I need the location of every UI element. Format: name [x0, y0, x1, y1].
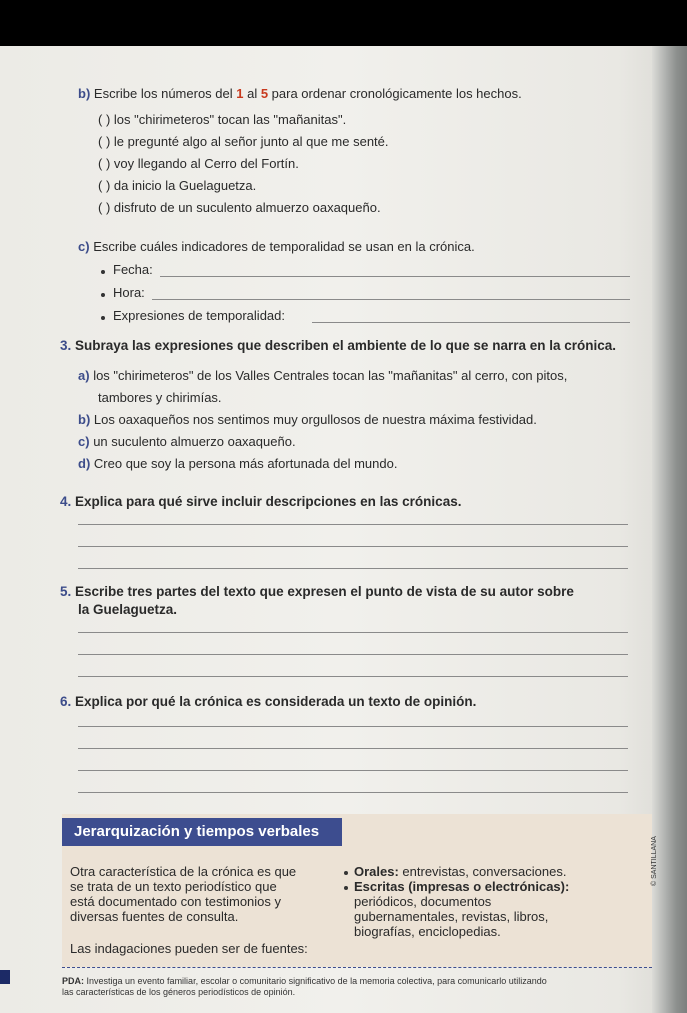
question-3: 3. Subraya las expresiones que describen el ambiente de lo que se narra en la crónica.: [60, 338, 617, 353]
answer-line[interactable]: [78, 546, 628, 547]
escritas-line: biografías, enciclopedias.: [354, 924, 501, 939]
escritas-line: periódicos, documentos: [354, 894, 492, 909]
expresiones-label: Expresiones de temporalidad:: [113, 308, 285, 323]
order-item: ( ) le pregunté algo al señor junto al que me senté.: [98, 134, 389, 149]
question-6: 6. Explica por qué la crónica es considerada un texto de opinión.: [60, 694, 477, 709]
answer-line[interactable]: [78, 632, 628, 633]
bullet: [101, 293, 105, 297]
box-text-line: está documentado con testimonios y: [70, 894, 282, 909]
fecha-answer-line[interactable]: [160, 276, 630, 277]
page-number-tab: [0, 970, 10, 984]
order-item: ( ) disfruto de un suculento almuerzo oaxaqueño.: [98, 200, 381, 215]
textbook-page: [0, 46, 687, 1013]
option-a[interactable]: a) los "chirimeteros" de los Valles Centrales tocan las "mañanitas" al cerro, con pitos,: [78, 368, 568, 383]
question-5: 5. Escribe tres partes del texto que expresen el punto de vista de su autor sobre: [60, 584, 574, 599]
expresiones-answer-line[interactable]: [312, 322, 630, 323]
bullet: [344, 871, 348, 875]
hora-answer-line[interactable]: [152, 299, 630, 300]
box-text-line: Las indagaciones pueden ser de fuentes:: [70, 941, 308, 956]
answer-line[interactable]: [78, 726, 628, 727]
answer-line[interactable]: [78, 676, 628, 677]
copyright-credit: © SANTILLANA: [651, 836, 658, 886]
bullet: [101, 316, 105, 320]
answer-line[interactable]: [78, 792, 628, 793]
escritas-item: Escritas (impresas o electrónicas):: [354, 879, 570, 894]
order-item: ( ) voy llegando al Cerro del Fortín.: [98, 156, 299, 171]
escritas-line: gubernamentales, revistas, libros,: [354, 909, 549, 924]
order-item: ( ) da inicio la Guelaguetza.: [98, 178, 257, 193]
option-b[interactable]: b) Los oaxaqueños nos sentimos muy orgullosos de nuestra máxima festividad.: [78, 412, 537, 427]
hora-label: Hora:: [113, 285, 145, 300]
pda-note-line2: las características de los géneros periodísticos de opinión.: [62, 987, 296, 997]
pda-note: PDA: Investiga un evento familiar, escolar o comunitario significativo de la memoria colectiva, para comunicarlo utilizando: [62, 976, 547, 986]
box-text-line: Otra característica de la crónica es que: [70, 864, 297, 879]
box-text-line: se trata de un texto periodístico que: [70, 879, 277, 894]
section-c-instruction: c) Escribe cuáles indicadores de temporalidad se usan en la crónica.: [78, 239, 475, 254]
section-b-instruction: b) Escribe los números del 1 al 5 para ordenar cronológicamente los hechos.: [78, 86, 522, 101]
question-4: 4. Explica para qué sirve incluir descripciones en las crónicas.: [60, 494, 462, 509]
fecha-label: Fecha:: [113, 262, 153, 277]
option-d[interactable]: d) Creo que soy la persona más afortunada del mundo.: [78, 456, 398, 471]
question-5-line2: la Guelaguetza.: [78, 602, 178, 617]
answer-line[interactable]: [78, 568, 628, 569]
box-bottom-border: [62, 967, 652, 968]
answer-line[interactable]: [78, 770, 628, 771]
bullet: [101, 270, 105, 274]
answer-line[interactable]: [78, 654, 628, 655]
box-text-line: diversas fuentes de consulta.: [70, 909, 239, 924]
info-box-title: Jerarquización y tiempos verbales: [62, 818, 342, 846]
bullet: [344, 886, 348, 890]
order-item: ( ) los "chirimeteros" tocan las "mañanitas".: [98, 112, 347, 127]
option-a-line2[interactable]: tambores y chirimías.: [98, 390, 222, 405]
answer-line[interactable]: [78, 748, 628, 749]
option-c[interactable]: c) un suculento almuerzo oaxaqueño.: [78, 434, 296, 449]
orales-item: Orales: entrevistas, conversaciones.: [354, 864, 567, 879]
answer-line[interactable]: [78, 524, 628, 525]
